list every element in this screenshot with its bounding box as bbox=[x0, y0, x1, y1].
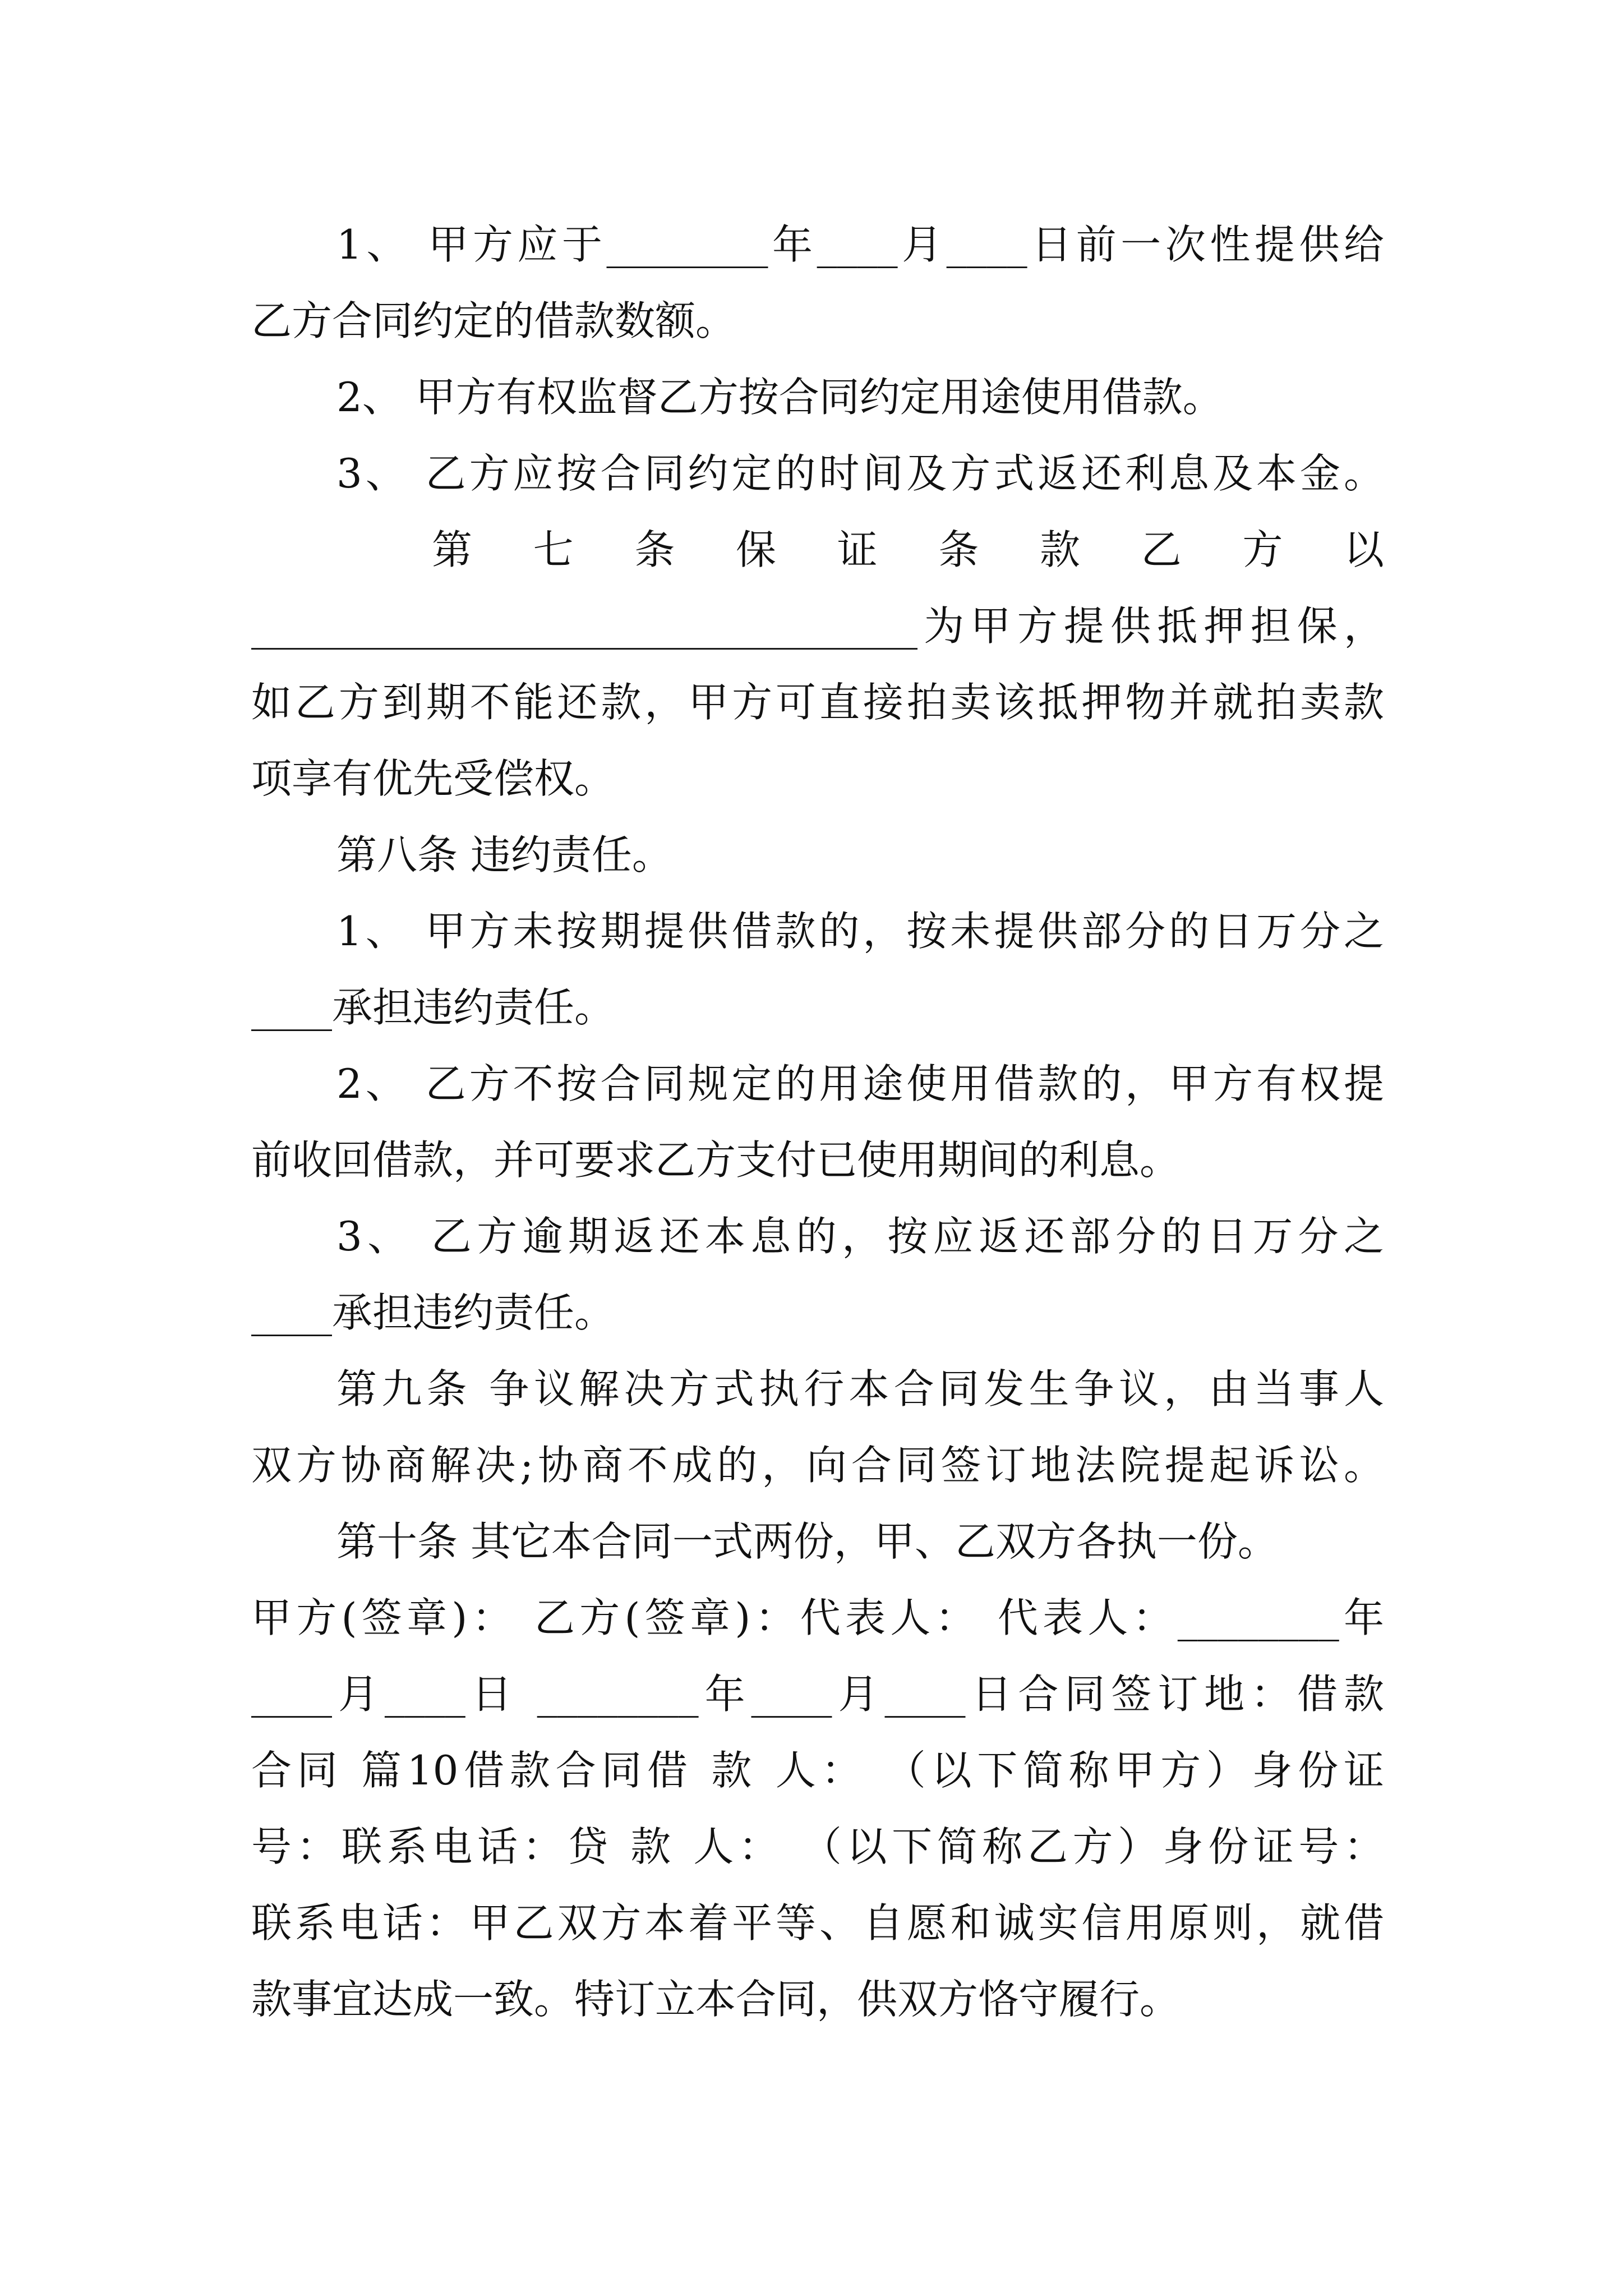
text-line: 如乙方到期不能还款，甲方可直接拍卖该抵押物并就拍卖款 bbox=[251, 679, 1384, 726]
text-line: 双方协商解决;协商不成的，向合同签订地法院提起诉讼。 bbox=[251, 1442, 1384, 1489]
text-line: 第 七 条 保 证 条 款 乙 方 以 bbox=[432, 526, 1384, 573]
text-line: 1、 甲方未按期提供借款的，按未提供部分的日万分之 bbox=[336, 908, 1384, 955]
text-line: 项享有优先受偿权。 bbox=[251, 755, 615, 802]
text-line: 第十条 其它本合同一式两份，甲、乙双方各执一份。 bbox=[336, 1518, 1278, 1565]
text-line: 甲方(签章)： 乙方(签章)：代表人： 代表人：________年 bbox=[251, 1594, 1384, 1641]
text-line: ____承担违约责任。 bbox=[251, 1289, 615, 1336]
text-line: 2、 乙方不按合同规定的用途使用借款的，甲方有权提 bbox=[336, 1060, 1384, 1107]
text-line: ____承担违约责任。 bbox=[251, 984, 615, 1031]
text-line: 前收回借款，并可要求乙方支付已使用期间的利息。 bbox=[251, 1137, 1181, 1184]
text-line: 号：联系电话：贷 款 人： （以下简称乙方）身份证号： bbox=[251, 1823, 1384, 1870]
text-line: 乙方合同约定的借款数额。 bbox=[251, 297, 736, 344]
text-line: 款事宜达成一致。特订立本合同，供双方恪守履行。 bbox=[251, 1976, 1181, 2023]
text-line: 3、 乙方逾期返还本息的，按应返还部分的日万分之 bbox=[336, 1213, 1384, 1260]
text-line: _________________________________为甲方提供抵押担保， bbox=[251, 602, 1384, 650]
text-line: ____月____日 ________年____月____日合同签订地：借款 bbox=[251, 1671, 1384, 1718]
section-heading: 第八条 违约责任。 bbox=[336, 831, 672, 878]
text-line: 第九条 争议解决方式执行本合同发生争议，由当事人 bbox=[336, 1365, 1384, 1412]
text-line: 3、 乙方应按合同约定的时间及方式返还利息及本金。 bbox=[336, 450, 1384, 497]
text-line: 1、 甲方应于________年____月____日前一次性提供给 bbox=[336, 221, 1384, 268]
text-line: 2、 甲方有权监督乙方按合同约定用途使用借款。 bbox=[336, 374, 1223, 421]
text-line: 合同 篇10借款合同借 款 人： （以下简称甲方）身份证 bbox=[251, 1747, 1384, 1794]
text-line: 联系电话：甲乙双方本着平等、自愿和诚实信用原则，就借 bbox=[251, 1899, 1384, 1947]
